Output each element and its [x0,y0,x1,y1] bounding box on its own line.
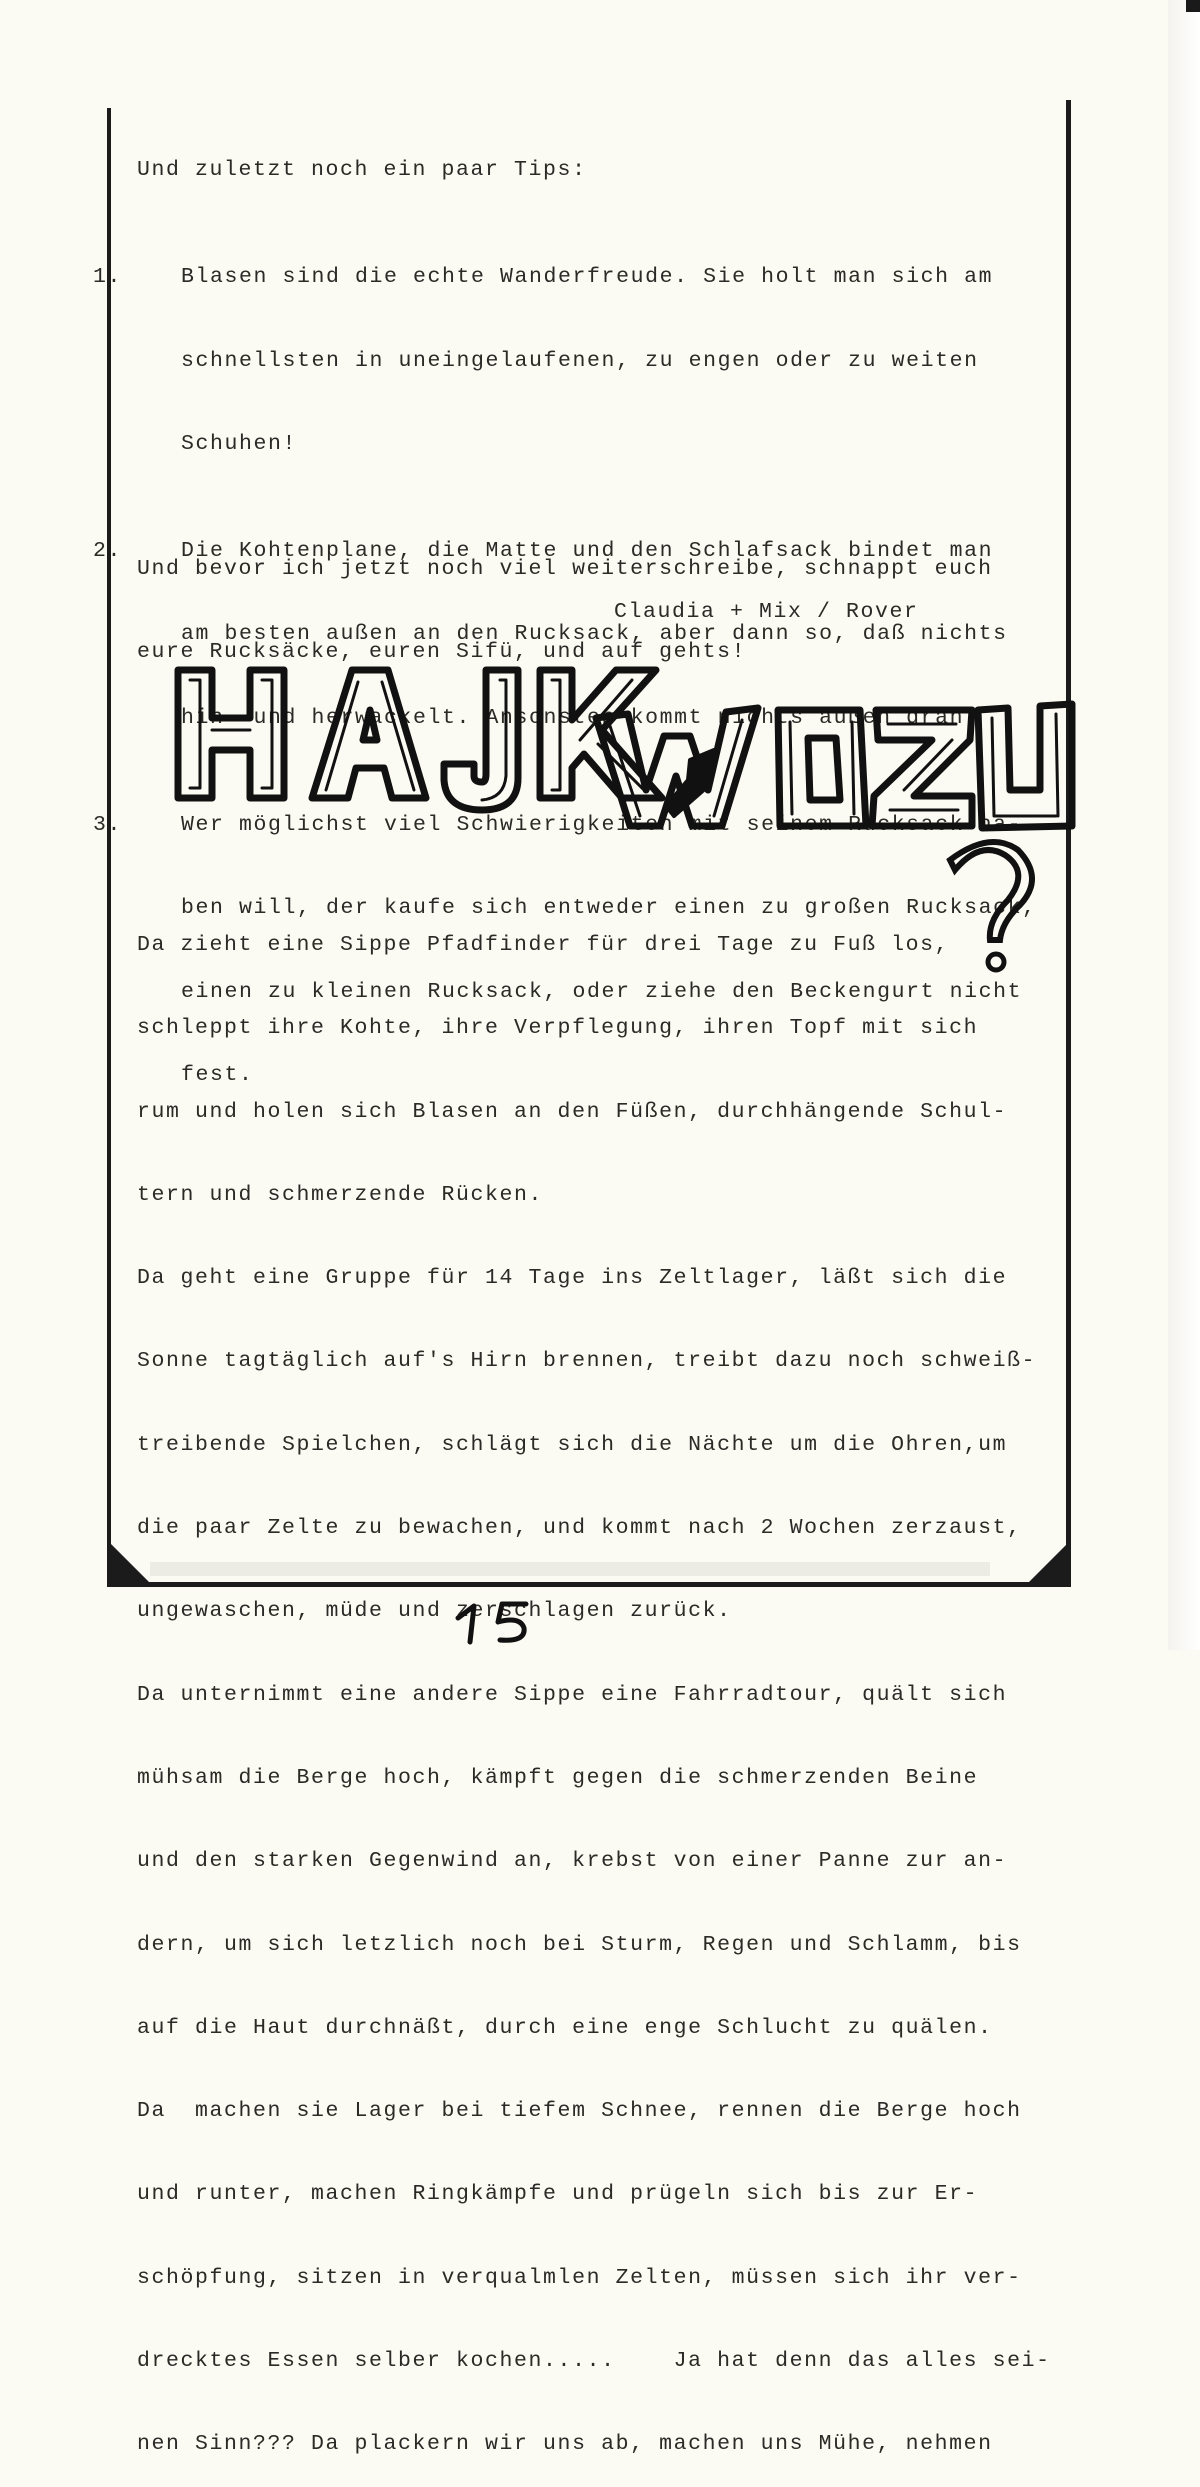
article-line: rum und holen sich Blasen an den Füßen, durchhängende Schul- [137,1099,1008,1124]
page-edge-corner [1186,0,1200,12]
tip-line: schnellsten in uneingelaufenen, zu engen oder zu weiten [181,348,979,373]
frame-left-border [107,108,111,1586]
page-edge [1168,0,1200,1650]
headline-letter-o [778,710,866,826]
tip-number: 1. [93,265,123,290]
article-line: schöpfung, sitzen in verqualmlen Zelten, müssen sich ihr ver- [137,2265,1022,2290]
article-line: dern, um sich letzlich noch bei Sturm, Regen und Schlamm, bis [137,1932,1022,1957]
signature: Claudia + Mix / Rover [614,600,919,624]
article-line: Da geht eine Gruppe für 14 Tage ins Zeltlager, läßt sich die [137,1266,1008,1291]
article-line: auf die Haut durchnäßt, durch eine enge Schlucht zu quälen. [137,2015,993,2040]
tips-intro: Und zuletzt noch ein paar Tips: [137,158,587,182]
article-line: und runter, machen Ringkämpfe und prügeln sich bis zur Er- [137,2182,979,2207]
article-line: Da zieht eine Sippe Pfadfinder für drei Tage zu Fuß los, [137,933,950,957]
headline-letter-a [312,670,426,798]
tip-line: Wer möglichst viel Schwierigkeiten mit seinem Rucksack ha- [181,813,1023,838]
article-line: und den starken Gegenwind an, krebst von einer Panne zur an- [137,1849,1008,1874]
closing-line: eure Rucksäcke, euren Sifü, und auf gehts! [137,640,747,665]
article-line: Da unternimmt eine andere Sippe eine Fahrradtour, quält sich [137,1682,1008,1707]
headline-letter-j [444,670,518,810]
article-line: mühsam die Berge hoch, kämpft gegen die schmerzenden Beine [137,1765,979,1790]
tip-line: Die Kohtenplane, die Matte und den Schlafsack bindet man [181,539,994,564]
headline-letter-h [178,670,284,798]
page-number [440,1596,560,1646]
article-line: treibende Spielchen, schlägt sich die Nächte um die Ohren,um [137,1432,1008,1457]
article-line: tern und schmerzende Rücken. [137,1182,544,1207]
tip-line: einen zu kleinen Rucksack, oder ziehe den Beckengurt nicht [181,979,1023,1004]
tip-line: fest. [181,1062,254,1087]
article-line: nen Sinn??? Da plackern wir uns ab, machen uns Mühe, nehmen [137,2432,993,2457]
tip-number: 3. [93,813,123,838]
headline-letter-z [872,710,972,826]
headline-letter-u [978,704,1072,828]
tip-line: Blasen sind die echte Wanderfreude. Sie holt man sich am [181,265,994,290]
tip-item [93,260,1037,295]
closing-line: Und bevor ich jetzt noch viel weiterschreibe, schnappt euch [137,557,993,581]
tip-line: ben will, der kaufe sich entweder einen zu großen Rucksack, [181,896,1037,921]
article-line: Sonne tagtäglich auf's Hirn brennen, treibt dazu noch schweiß- [137,1349,1037,1374]
article-line: ungewaschen, müde und zerschlagen zurück. [137,1599,732,1624]
article-body [137,880,1051,2487]
article-line: schleppt ihre Kohte, ihre Verpflegung, ihren Topf mit sich [137,1016,979,1041]
tip-line: Schuhen! [181,431,298,456]
article-line: Da machen sie Lager bei tiefem Schnee, rennen die Berge hoch [137,2099,1022,2124]
article-line: drecktes Essen selber kochen..... Ja hat denn das alles sei- [137,2349,1051,2374]
tip-line: hin- und herwackelt. Ansonsten kommt nichts außen dran. [181,705,979,730]
tip-number: 2. [93,539,123,564]
article-line: die paar Zelte zu bewachen, und kommt nach 2 Wochen zerzaust, [137,1516,1022,1541]
tip-line: am besten außen an den Rucksack, aber dann so, daß nichts [181,622,1008,647]
